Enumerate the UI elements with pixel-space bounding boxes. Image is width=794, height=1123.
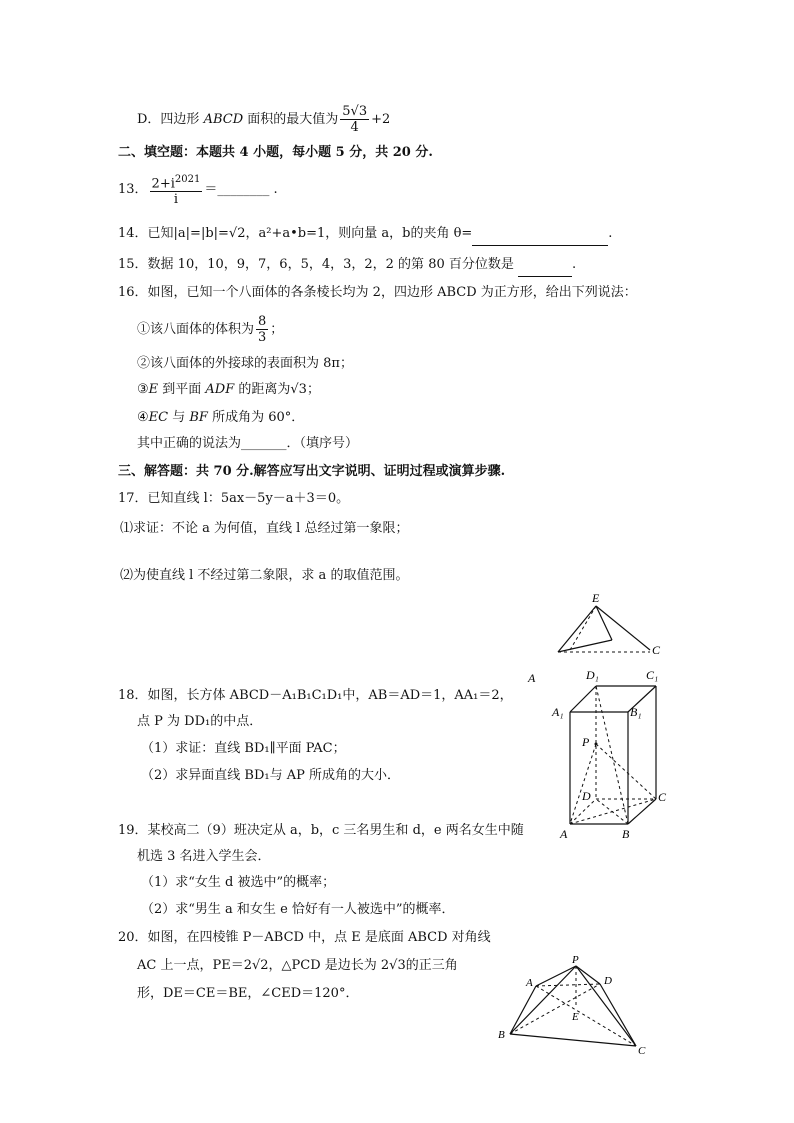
question-17-stem: 17．已知直线 l：5ax－5y－a＋3＝0。 [118, 491, 350, 506]
q15-answer-blank [518, 258, 572, 277]
q19-stem-2: 机选 3 名进入学生会． [137, 849, 271, 864]
option-d-prefix: D．四边形 [137, 112, 204, 127]
q15-text: 15．数据 10，10，9，7，6，5，4，3，2，2 的第 80 百分位数是 [118, 257, 514, 272]
q13-exponent: 2021 [174, 174, 201, 185]
fig18-label-b1: B₁ [630, 705, 642, 719]
fig20-label-a: A [526, 977, 533, 989]
fig16-label-c: C [652, 643, 661, 657]
cuboid-figure [548, 664, 678, 842]
q14-text: 已知|a|=|b|=√2，a²+a•b=1，则向量 a，b的夹角 θ= [147, 226, 473, 241]
fig18-label-p: P [582, 735, 590, 749]
fig18-label-a1: A₁ [552, 705, 564, 719]
fig18-label-c: C [658, 790, 667, 804]
q16-volume-fraction: $\frac{8}{3}$ [258, 314, 267, 345]
q14-number: 14． [118, 226, 148, 241]
q20-stem-3: 形，DE＝CE＝BE，∠CED＝120°． [137, 986, 359, 1001]
option-d [137, 104, 390, 135]
option-d-mid: 面积的最大值为 [243, 112, 339, 127]
q16-statement-1: ①该八面体的体积为 $\frac{8}{3}$ ； [137, 314, 284, 345]
q14-tail: . [608, 226, 613, 241]
q20-stem-2: AC 上一点，PE＝2√2，△PCD 是边长为 2√3的正三角 [137, 958, 458, 973]
q16-statement-4: ④EC 与 BF 所成角为 60°． [137, 410, 305, 425]
section-2-heading: 二、填空题：本题共 4 小题，每小题 5 分，共 20 分. [118, 145, 433, 160]
question-15 [118, 256, 576, 277]
fig20-label-p: P [572, 954, 579, 966]
q18-part-1: （1）求证：直线 BD₁∥平面 PAC； [141, 741, 346, 756]
q18-stem-2: 点 P 为 DD₁的中点． [137, 714, 263, 729]
q13-number: 13． [118, 182, 148, 198]
question-16-stem: 16．如图，已知一个八面体的各条棱长均为 2，四边形 ABCD 为正方形，给出下列说法： [118, 285, 637, 300]
q13-denominator: i [173, 192, 179, 208]
fig16-label-a: A [528, 671, 536, 682]
q17-part-2: ⑵为使直线 l 不经过第二象限，求 a 的取值范围。 [120, 568, 409, 583]
fig16-label-e: E [592, 591, 600, 605]
fig20-label-d: D [604, 975, 612, 987]
option-d-denominator: 4 [350, 120, 359, 135]
q16-statement-3: ③E 到平面 ADF 的距离为√3； [137, 382, 320, 397]
fig18-label-c1: C₁ [646, 668, 659, 682]
fig18-label-d1: D₁ [586, 668, 599, 682]
q13-fraction [150, 172, 203, 207]
fig20-label-e: E [572, 1011, 579, 1023]
q16-answer-prompt: 其中正确的说法为_______．（填序号） [137, 436, 359, 451]
q14-answer-blank [472, 227, 608, 246]
question-19-stem: 19．某校高二（9）班决定从 a，b，c 三名男生和 d，e 两名女生中随 [118, 823, 524, 838]
option-d-fraction [340, 104, 369, 135]
q16-statement-2: ②该八面体的外接球的表面积为 8π； [137, 356, 353, 371]
section-3-heading: 三、解答题：共 70 分.解答应写出文字说明、证明过程或演算步骤. [118, 464, 506, 479]
q13-tail: ＝________ . [204, 182, 278, 198]
q13-numerator: 2+i [151, 176, 175, 192]
pyramid-figure [494, 954, 654, 1058]
question-13 [118, 172, 278, 207]
q18-part-2: （2）求异面直线 BD₁与 AP 所成角的大小． [141, 768, 400, 783]
question-20-stem: 20．如图，在四棱锥 P－ABCD 中，点 E 是底面 ABCD 对角线 [118, 930, 491, 945]
q15-tail: . [572, 257, 577, 272]
fig20-label-b: B [498, 1029, 505, 1041]
q19-part-2: （2）求“男生 a 和女生 e 恰好有一人被选中”的概率． [141, 902, 455, 917]
option-d-numerator: 5√3 [342, 104, 368, 119]
q17-part-1: ⑴求证：不论 a 为何值，直线 l 总经过第一象限； [120, 521, 409, 536]
fig20-label-c: C [638, 1045, 646, 1057]
option-d-shape: ABCD [203, 112, 244, 127]
q19-part-1: （1）求“女生 d 被选中”的概率； [141, 875, 336, 890]
fig18-label-d: D [582, 789, 591, 803]
question-14 [118, 225, 612, 246]
question-18-stem: 18．如图，长方体 ABCD－A₁B₁C₁D₁中，AB＝AD＝1，AA₁＝2， [118, 688, 513, 703]
option-d-suffix: +2 [371, 112, 391, 127]
fig18-label-b: B [622, 827, 630, 841]
fig18-label-a: A [560, 827, 568, 841]
